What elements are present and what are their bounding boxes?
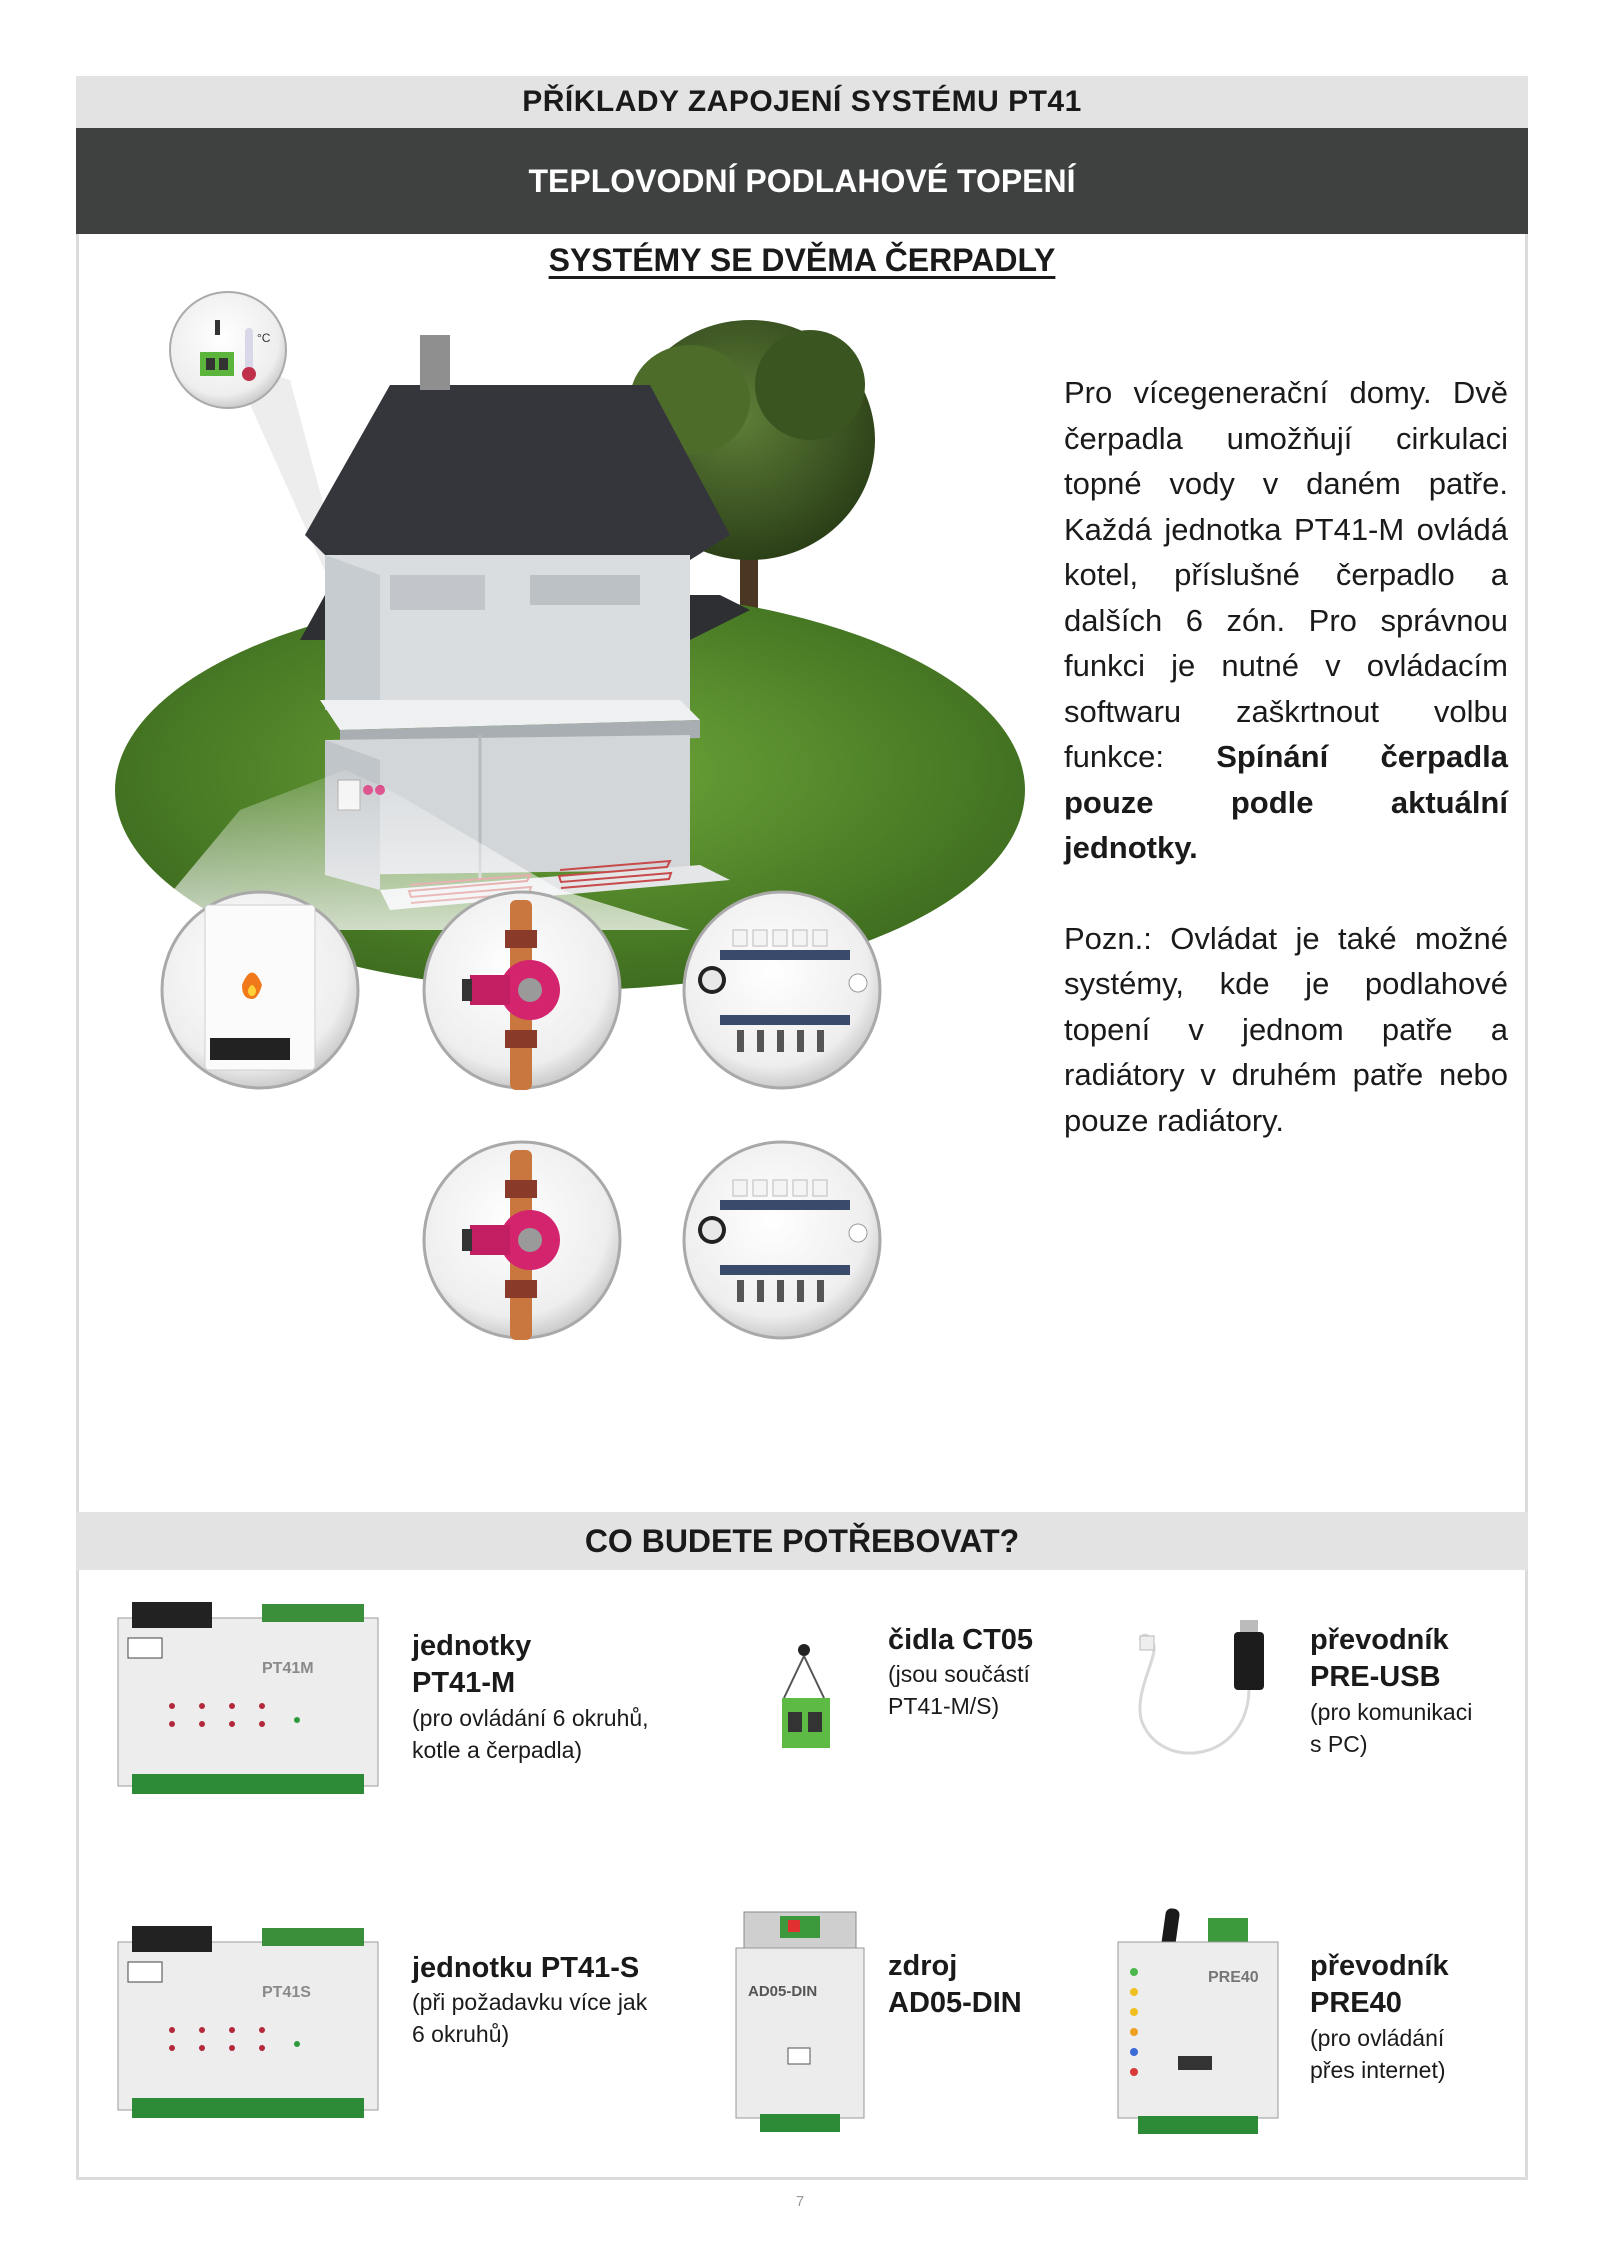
ct05-sensor-image [772, 1638, 840, 1756]
pt41s-title: jednotku PT41-S [412, 1952, 640, 1984]
room-sensor-zoom [170, 292, 286, 408]
pt41s-note: (při požadavku více jak 6 okruhů) [412, 1989, 648, 2047]
manifold-zoom-2 [684, 1142, 880, 1338]
pt41m-unit-image [112, 1598, 388, 1804]
description-highlight: Spínání čerpadla pouze podle aktuální jednotky. [1064, 739, 1508, 865]
pt41m-note: (pro ovládání 6 okruhů, kotle a čerpadla) [412, 1705, 649, 1763]
pump-zoom-1 [424, 892, 620, 1090]
svg-text:PRE40: PRE40 [1208, 1969, 1259, 1986]
section-title: TEPLOVODNÍ PODLAHOVÉ TOPENÍ [76, 128, 1528, 234]
pt41m-title: jednotky PT41-M [412, 1630, 532, 1699]
ad05-title: zdroj AD05-DIN [888, 1950, 1022, 2019]
subtitle: SYSTÉMY SE DVĚMA ČERPADLY [548, 242, 1056, 278]
description-paragraph-1: Pro vícegenerační domy. Dvě čerpadla umožňují cirkulaci topné vody v daném patře. Každá jednotka PT41-M ovládá kotel, příslušné čerpadlo a dalších 6 zón. Pro správnou funkci je nutné v ovládacím softwaru zaškrtnout volbu funkce: [1064, 375, 1508, 774]
svg-text:°C: °C [257, 331, 271, 345]
manifold-zoom-1 [684, 892, 880, 1088]
ct05-note: (jsou součástí PT41-M/S) [888, 1661, 1030, 1719]
pre-usb-image [1122, 1612, 1272, 1782]
description [1064, 370, 1508, 1188]
ad05-din-image [730, 1908, 870, 2138]
pre40-note: (pro ovládání přes internet) [1310, 2025, 1446, 2083]
house-illustration [90, 290, 1050, 1490]
pre40-image [1098, 1898, 1294, 2142]
page-title: PŘÍKLADY ZAPOJENÍ SYSTÉMU PT41 [76, 76, 1528, 128]
description-paragraph-2: Pozn.: Ovládat je také možné systémy, kde je podlahové topení v jednom patře a radiátory v druhém patře nebo pouze radiátory. [1064, 920, 1508, 1138]
svg-text:AD05-DIN: AD05-DIN [748, 1983, 818, 2000]
svg-text:PT41M: PT41M [262, 1660, 314, 1677]
pre-usb-note: (pro komunikaci s PC) [1310, 1699, 1473, 1757]
pump-zoom-2 [424, 1142, 620, 1340]
needs-title: CO BUDETE POTŘEBOVAT? [76, 1512, 1528, 1570]
pt41s-unit-image [112, 1922, 388, 2128]
page-number: 7 [795, 2193, 805, 2210]
pre40-title: převodník PRE40 [1310, 1950, 1449, 2019]
svg-text:PT41S: PT41S [262, 1984, 311, 2001]
pre-usb-title: převodník PRE-USB [1310, 1624, 1449, 1693]
ct05-title: čidla CT05 [888, 1624, 1034, 1656]
boiler-zoom [162, 892, 358, 1088]
